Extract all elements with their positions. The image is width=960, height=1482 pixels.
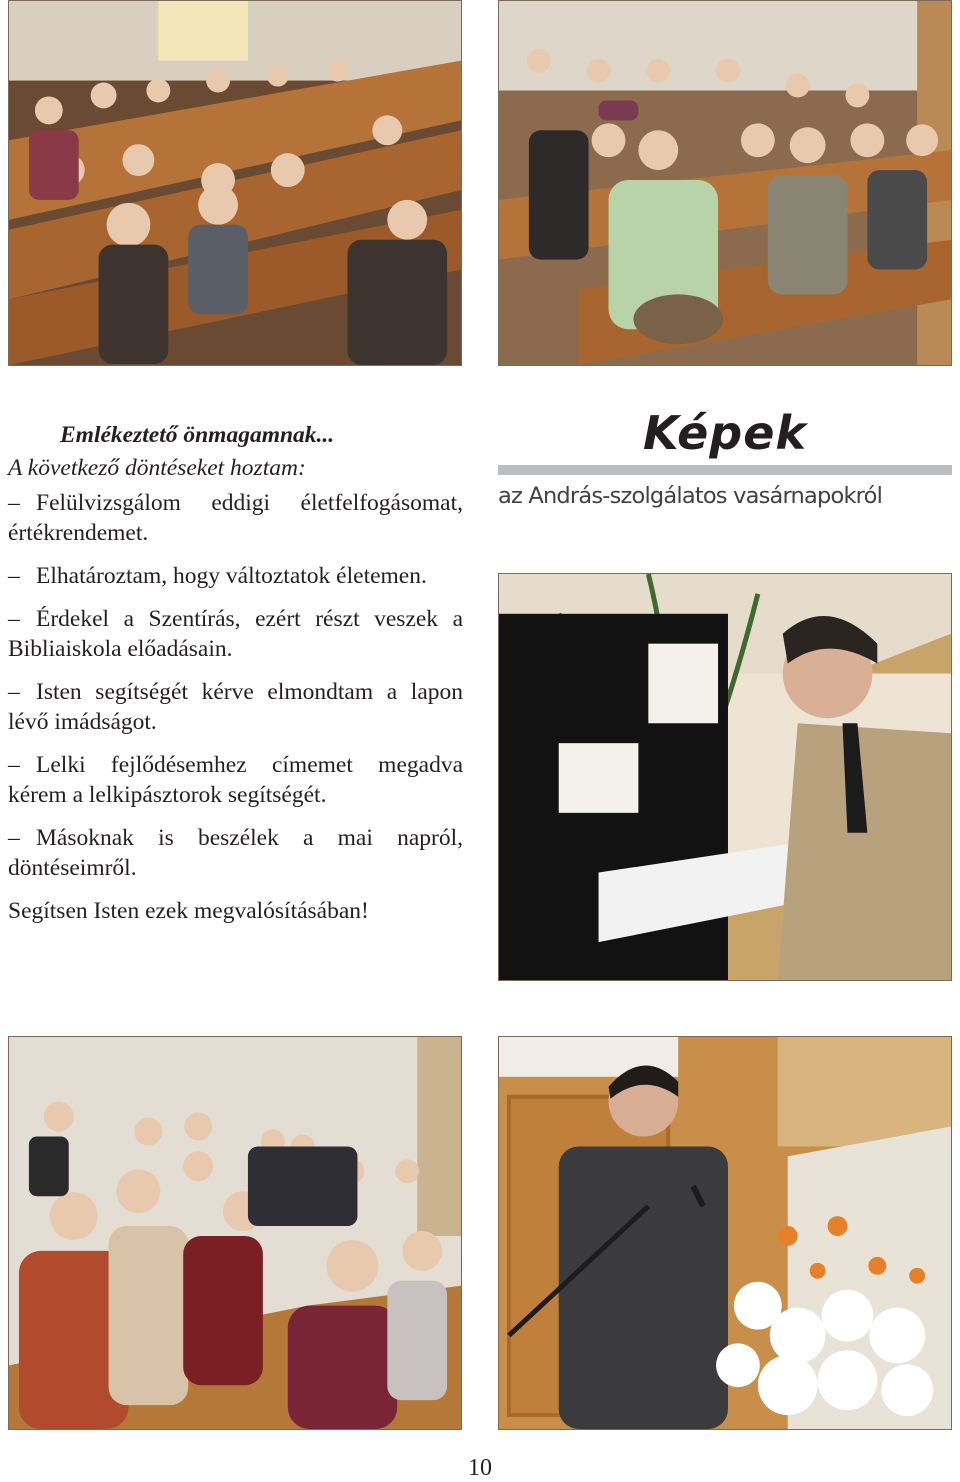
decision-item bbox=[8, 561, 463, 591]
dash-mark: – bbox=[8, 563, 20, 589]
reminder-text bbox=[8, 420, 463, 926]
decision-text: Isten segítségét kérve elmondtam a lapon lévő imádságot. bbox=[8, 679, 463, 735]
title-divider bbox=[498, 465, 952, 475]
decision-item bbox=[8, 823, 463, 883]
dash-mark: – bbox=[8, 752, 20, 778]
decision-text: Felülvizsgálom eddigi életfelfogásomat, értékrendemet. bbox=[8, 490, 463, 546]
decision-text: Érdekel a Szentírás, ezért részt veszek a Bibliaiskola előadásain. bbox=[8, 606, 463, 662]
reminder-intro: A következő döntéseket hoztam: bbox=[8, 455, 306, 481]
dash-mark: – bbox=[8, 679, 20, 705]
decision-item bbox=[8, 677, 463, 737]
dash-mark: – bbox=[8, 825, 20, 851]
decision-item bbox=[8, 750, 463, 810]
reminder-closing: Segítsen Isten ezek megvalósításában! bbox=[8, 898, 369, 924]
decision-item bbox=[8, 604, 463, 664]
decision-text: Lelki fejlődésemhez címemet megadva kérem a lelkipásztorok segítségét. bbox=[8, 752, 463, 808]
photo-congregation-right bbox=[498, 0, 952, 366]
photo-pianist bbox=[498, 573, 952, 981]
gallery-header bbox=[498, 405, 952, 509]
page-number: 10 bbox=[468, 1455, 492, 1481]
photo-congregation-left bbox=[8, 0, 462, 366]
photo-congregation-standing bbox=[8, 1036, 462, 1430]
gallery-title: Képek bbox=[642, 406, 808, 460]
decision-text: Elhatároztam, hogy változtatok életemen. bbox=[36, 563, 427, 589]
decision-item bbox=[8, 488, 463, 548]
photo-speaker bbox=[498, 1036, 952, 1430]
reminder-heading: Emlékeztető önmagamnak... bbox=[60, 422, 335, 448]
dash-mark: – bbox=[8, 606, 20, 632]
gallery-subtitle: az András-szolgálatos vasárnapokról bbox=[498, 483, 883, 509]
decision-text: Másoknak is beszélek a mai napról, döntéseimről. bbox=[8, 825, 463, 881]
dash-mark: – bbox=[8, 490, 20, 516]
